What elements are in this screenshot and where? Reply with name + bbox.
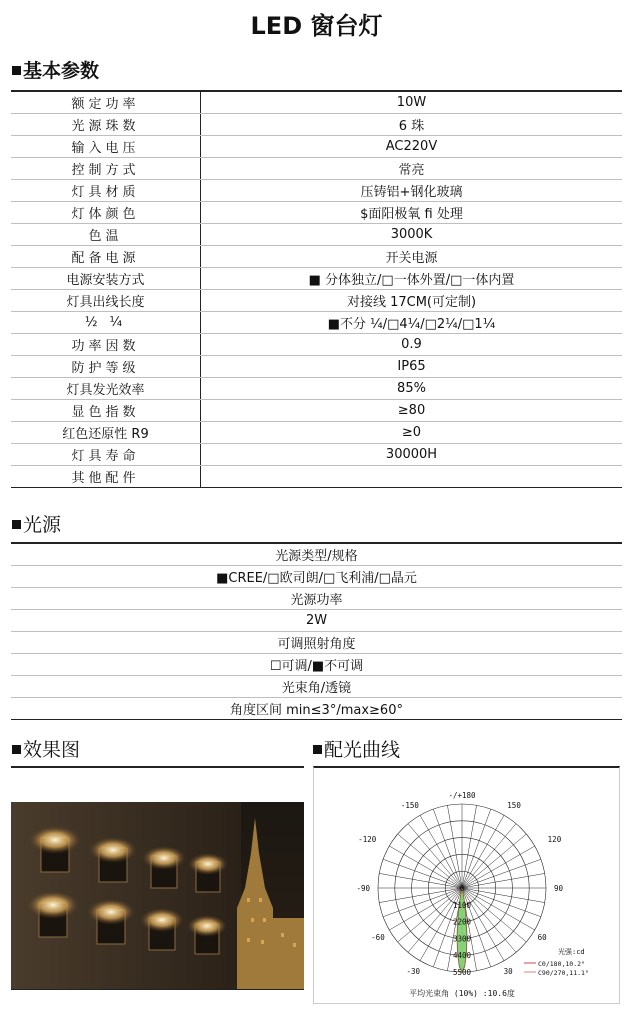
polar-angle-label: 60	[537, 933, 547, 943]
legend-item: C0/180,10.2°	[538, 960, 585, 968]
param-value: 10W	[201, 91, 623, 114]
param-key: 灯具寿命	[11, 444, 201, 466]
param-key: 额定功率	[11, 91, 201, 114]
param-key: ½ ¼	[11, 312, 201, 334]
param-value: AC220V	[201, 136, 623, 158]
table-row	[11, 312, 622, 334]
light-source-cell: 可调照射角度	[11, 632, 622, 654]
polar-angle-label: -150	[400, 801, 419, 811]
light-source-cell: 光束角/透镜	[11, 676, 622, 698]
light-source-cell: 2W	[11, 610, 622, 632]
param-value: IP65	[201, 356, 623, 378]
table-row	[11, 180, 622, 202]
param-key: 其他配件	[11, 466, 201, 488]
table-row	[11, 268, 622, 290]
param-key: 红色还原性 R9	[11, 422, 201, 444]
polar-radial-label: 5500	[452, 968, 472, 977]
param-key: 显色指数	[11, 400, 201, 422]
param-key: 配备电源	[11, 246, 201, 268]
table-row	[11, 136, 622, 158]
param-key: 灯具出线长度	[11, 290, 201, 312]
param-value: 3000K	[201, 224, 623, 246]
section-basic-heading: 基本参数	[12, 56, 99, 83]
page-title: LED 窗台灯	[250, 12, 383, 40]
param-value: 30000H	[201, 444, 623, 466]
table-row	[11, 334, 622, 356]
param-value: 对接线 17CM(可定制)	[201, 290, 623, 312]
polar-angle-label: -/+180	[448, 791, 476, 800]
polar-angle-label: -30	[406, 967, 421, 976]
square-bullet-icon	[12, 66, 21, 75]
light-source-table	[11, 542, 622, 720]
table-row	[11, 676, 622, 698]
param-value: 压铸铝+钢化玻璃	[201, 180, 623, 202]
param-key: 控制方式	[11, 158, 201, 180]
square-bullet-icon	[12, 520, 21, 529]
table-row	[11, 290, 622, 312]
polar-curve-panel	[313, 766, 620, 1004]
table-row	[11, 654, 622, 676]
table-row	[11, 246, 622, 268]
table-row	[11, 91, 622, 114]
square-bullet-icon	[12, 745, 21, 754]
param-value: 85%	[201, 378, 623, 400]
polar-angle-label: 120	[547, 834, 562, 844]
light-source-cell: ■CREE/□欧司朗/□飞利浦/□晶元	[11, 566, 622, 588]
table-row	[11, 444, 622, 466]
polar-angle-label: 150	[507, 801, 521, 811]
param-key: 光源珠数	[11, 114, 201, 136]
light-source-cell: 光源类型/规格	[11, 543, 622, 566]
param-value: $面阳极氧 fi 处理	[201, 202, 623, 224]
param-key: 防护等级	[11, 356, 201, 378]
section-light-heading: 光源	[12, 510, 61, 537]
param-key: 输入电压	[11, 136, 201, 158]
square-bullet-icon	[313, 745, 322, 754]
legend-item: C90/270,11.1°	[538, 969, 589, 977]
table-row	[11, 698, 622, 720]
table-row	[11, 588, 622, 610]
section-curve-heading: 配光曲线	[313, 735, 400, 762]
polar-angle-label: -60	[371, 933, 385, 943]
light-source-cell: 角度区间 min≤3°/max≥60°	[11, 698, 622, 720]
effect-photo	[11, 766, 304, 990]
param-value: ■ 分体独立/□一体外置/□一体内置	[201, 268, 623, 290]
table-row	[11, 356, 622, 378]
param-key: 功率因数	[11, 334, 201, 356]
table-row	[11, 466, 622, 488]
polar-chart	[314, 768, 619, 1003]
table-row	[11, 632, 622, 654]
effect-photo-illustration	[11, 768, 304, 989]
table-row	[11, 566, 622, 588]
param-key: 电源安装方式	[11, 268, 201, 290]
polar-radial-label: 1100	[452, 900, 472, 910]
polar-angle-label: 30	[503, 967, 513, 976]
polar-radial-label: 3300	[452, 934, 472, 944]
table-row	[11, 422, 622, 444]
polar-radial-label: 0	[459, 884, 465, 893]
table-row	[11, 202, 622, 224]
table-row	[11, 378, 622, 400]
params-table	[11, 90, 622, 488]
section-effect-heading: 效果图	[12, 735, 80, 762]
table-row	[11, 543, 622, 566]
polar-radial-label: 4400	[452, 951, 472, 961]
table-row	[11, 158, 622, 180]
table-row	[11, 224, 622, 246]
table-row	[11, 400, 622, 422]
param-value: 6 珠	[201, 114, 623, 136]
param-key: 灯具材质	[11, 180, 201, 202]
table-row	[11, 610, 622, 632]
polar-footer: 平均光束角 (10%) :10.6度	[409, 989, 515, 998]
param-value: 0.9	[201, 334, 623, 356]
param-key: 色温	[11, 224, 201, 246]
table-row	[11, 114, 622, 136]
light-source-cell: ☐可调/■不可调	[11, 654, 622, 676]
polar-angle-label: -90	[356, 884, 370, 893]
param-value: ■不分 ¼/□4¼/□2¼/□1¼	[201, 312, 623, 334]
param-value	[201, 466, 623, 488]
polar-angle-label: -120	[358, 834, 377, 844]
param-value: ≥0	[201, 422, 623, 444]
param-value: ≥80	[201, 400, 623, 422]
param-key: 灯体颜色	[11, 202, 201, 224]
light-source-cell: 光源功率	[11, 588, 622, 610]
legend-title: 光强:cd	[558, 948, 585, 956]
param-key: 灯具发光效率	[11, 378, 201, 400]
param-value: 开关电源	[201, 246, 623, 268]
polar-radial-label: 2200	[452, 917, 472, 927]
param-value: 常亮	[201, 158, 623, 180]
polar-angle-label: 90	[554, 884, 564, 893]
